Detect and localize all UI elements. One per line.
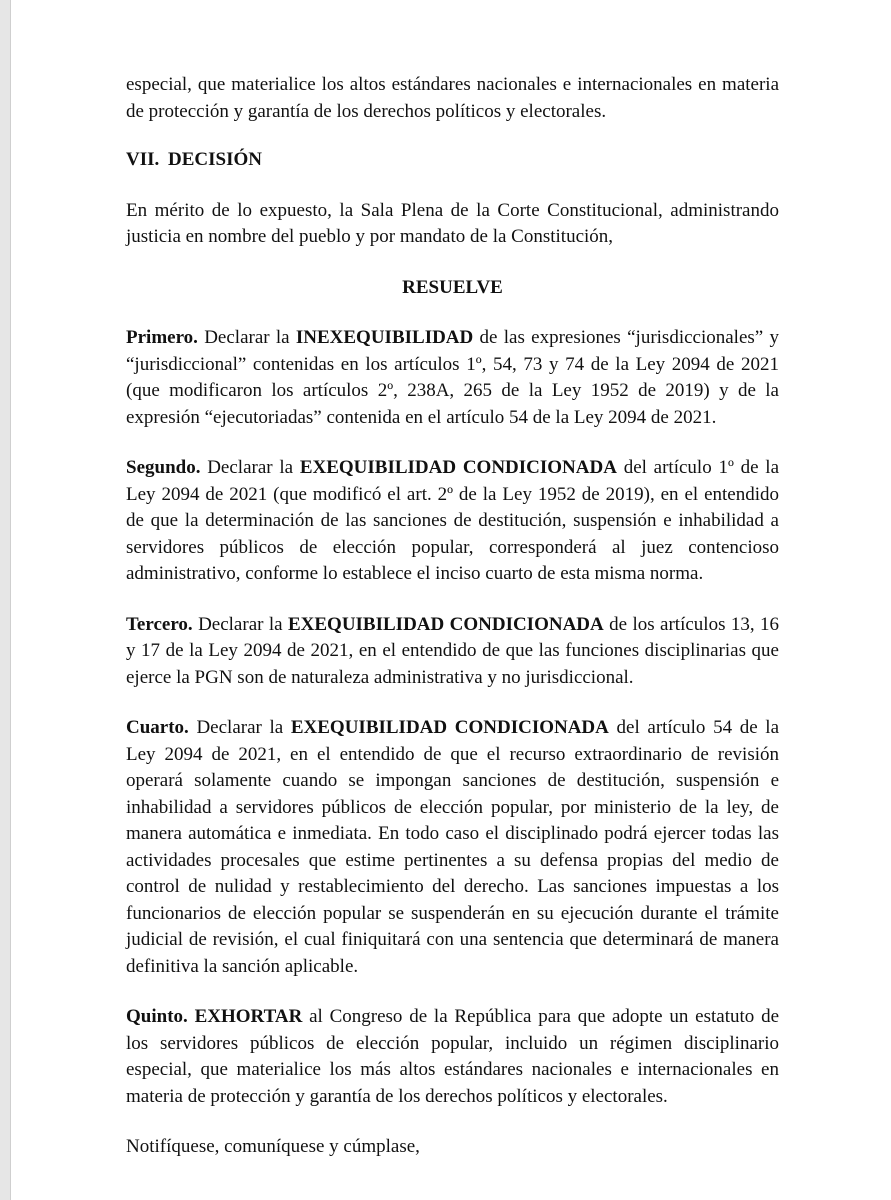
section-heading: VII. DECISIÓN bbox=[126, 149, 262, 170]
quinto-bold: EXHORTAR bbox=[194, 1006, 303, 1027]
cuarto-pre: Declarar la bbox=[188, 717, 291, 738]
tercero-bold: EXEQUIBILIDAD CONDICIONADA bbox=[287, 613, 604, 635]
primero-pre: Declarar la bbox=[197, 327, 296, 348]
quinto-text: al Congreso de la República para que adopte un estatuto de los servidores públicos de elección popular, incluido un régimen disciplinario especial, que materialice los más altos estándares nacionales e internacionales en materia de protección y garantía de los derechos políticos y electorales. bbox=[126, 1006, 780, 1107]
segundo-bold: EXEQUIBILIDAD CONDICIONADA bbox=[299, 457, 617, 478]
intro-paragraph: especial, que materialice los altos estándares nacionales e internacionales en materia de protección y garantía de los derechos políticos y electorales. bbox=[126, 74, 779, 122]
resolution-segundo bbox=[126, 455, 779, 588]
resolution-cuarto bbox=[126, 715, 779, 980]
resolution-primero bbox=[126, 325, 779, 431]
tercero-pre: Declarar la bbox=[192, 613, 288, 635]
cuarto-bold: EXEQUIBILIDAD CONDICIONADA bbox=[290, 717, 609, 738]
segundo-text: del artículo 1º de la Ley 2094 de 2021 (que modificó el art. 2º de la Ley 1952 de 2019), en el entendido de que la determinación de las sanciones de destitución, suspensión e inhabilidad a servidores públicos de elección popular, corresponderá al juez contencioso administrativo, conforme lo establece el inciso cuarto de esta misma norma. bbox=[126, 457, 779, 584]
tercero-label: Tercero. bbox=[126, 613, 193, 635]
segundo-pre: Declarar la bbox=[200, 457, 300, 478]
document-body bbox=[126, 72, 779, 1161]
cuarto-label: Cuarto. bbox=[126, 717, 189, 738]
preamble-paragraph: En mérito de lo expuesto, la Sala Plena de la Corte Constitucional, administrando justicia en nombre del pueblo y por mandato de la Constitución, bbox=[126, 199, 779, 247]
quinto-pre bbox=[188, 1006, 195, 1027]
resolution-tercero bbox=[126, 612, 779, 692]
resolution-quinto bbox=[126, 1004, 779, 1110]
resolve-heading: RESUELVE bbox=[402, 276, 503, 298]
document-page bbox=[10, 0, 891, 1200]
primero-label: Primero. bbox=[126, 327, 198, 348]
primero-bold: INEXEQUIBILIDAD bbox=[295, 327, 474, 348]
primero-text: de las expresiones “jurisdiccionales” y “jurisdiccional” contenidas en los artículos 1º, 54, 73 y 74 de la Ley 2094 de 2021 (que modificaron los artículos 2º, 238A, 265 de la Ley 1952 de 2019) y de la expresión “ejecutoriadas” contenida en el artículo 54 de la Ley 2094 de 2021. bbox=[126, 327, 779, 428]
cuarto-text: del artículo 54 de la Ley 2094 de 2021, en el entendido de que el recurso extraordinario de revisión operará solamente cuando se impongan sanciones de destitución, suspensión e inhabilidad a servidores públicos de elección popular, por ministerio de la ley, de manera automática e inmediata. En todo caso el disciplinado podrá ejercer todas las actividades procesales que estime pertinentes a su defensa propias del medio de control de nulidad y restablecimiento del derecho. Las sanciones impuestas a los funcionarios de elección popular se suspenderán en su ejecución durante el trámite judicial de revisión, el cual finiquitará con una sentencia que determinará de manera definitiva la sanción aplicable. bbox=[126, 717, 780, 977]
quinto-label: Quinto. bbox=[126, 1006, 188, 1027]
segundo-label: Segundo. bbox=[126, 457, 201, 478]
tercero-text: de los artículos 13, 16 y 17 de la Ley 2094 de 2021, en el entendido de que las funciones disciplinarias que ejerce la PGN son de naturaleza administrativa y no jurisdiccional. bbox=[126, 613, 780, 688]
closing-line: Notifíquese, comuníquese y cúmplase, bbox=[126, 1136, 420, 1157]
